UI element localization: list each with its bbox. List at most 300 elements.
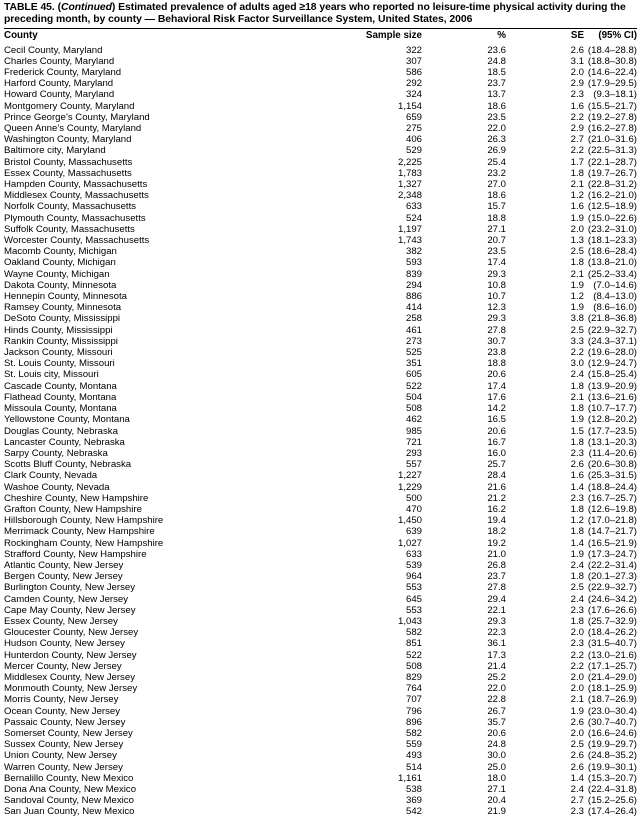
cell-ci: (30.7–40.7): [587, 716, 637, 728]
table-row: [4, 650, 637, 661]
cell-sample-size: 538: [405, 784, 422, 795]
cell-sample-size: 896: [405, 716, 422, 728]
cell-se: 2.6: [570, 716, 584, 728]
cell-county: Prince George’s County, Maryland: [4, 111, 150, 123]
table-row: [4, 762, 637, 773]
cell-se: 2.3: [570, 492, 584, 504]
cell-ci: (18.1–25.9): [587, 683, 637, 695]
table-body: [4, 43, 637, 818]
cell-sample-size: 2,225: [397, 156, 422, 168]
cell-sample-size: 1,227: [397, 470, 422, 482]
cell-county: Bristol County, Massachusetts: [4, 156, 133, 168]
cell-percent: 18.0: [487, 772, 506, 784]
cell-ci: (17.3–24.7): [587, 548, 637, 560]
cell-percent: 19.4: [487, 515, 506, 527]
cell-sample-size: 796: [405, 705, 422, 717]
cell-county: Hunterdon County, New Jersey: [4, 649, 137, 661]
cell-county: Hinds County, Mississippi: [4, 324, 113, 336]
cell-sample-size: 1,743: [397, 235, 422, 247]
cell-se: 1.8: [570, 503, 584, 515]
cell-percent: 28.4: [487, 470, 506, 482]
cell-se: 2.1: [570, 179, 584, 191]
cell-se: 1.9: [570, 302, 584, 314]
cell-county: Essex County, New Jersey: [4, 615, 118, 627]
cell-sample-size: 2,348: [397, 190, 422, 202]
cell-county: Sussex County, New Jersey: [4, 739, 124, 751]
cell-percent: 21.4: [487, 660, 506, 672]
cell-sample-size: 369: [405, 795, 422, 807]
cell-se: 2.0: [570, 683, 584, 695]
cell-ci: (8.4–13.0): [593, 291, 637, 303]
cell-sample-size: 593: [405, 257, 422, 269]
cell-ci: (18.8–24.4): [587, 481, 637, 493]
cell-county: St. Louis city, Missouri: [4, 369, 99, 381]
cell-ci: (16.2–21.0): [587, 190, 637, 202]
cell-percent: 23.5: [487, 111, 506, 123]
cell-percent: 16.7: [487, 436, 506, 448]
cell-percent: 22.8: [487, 694, 506, 706]
cell-ci: (15.5–21.7): [587, 100, 637, 112]
cell-sample-size: 557: [405, 459, 422, 471]
cell-se: 1.8: [570, 526, 584, 538]
cell-sample-size: 351: [405, 358, 422, 370]
cell-sample-size: 645: [405, 593, 422, 605]
cell-ci: (25.2–33.4): [587, 268, 637, 280]
cell-percent: 10.7: [487, 291, 506, 303]
cell-ci: (14.7–21.7): [587, 526, 637, 538]
cell-county: San Juan County, New Mexico: [4, 806, 135, 818]
cell-percent: 29.4: [487, 593, 506, 605]
cell-sample-size: 275: [405, 123, 422, 135]
cell-se: 3.1: [570, 55, 584, 67]
cell-percent: 23.8: [487, 347, 506, 359]
cell-county: Middlesex County, New Jersey: [4, 671, 135, 683]
table-row: [4, 806, 637, 817]
cell-se: 1.7: [570, 156, 584, 168]
cell-percent: 19.2: [487, 537, 506, 549]
cell-county: Lancaster County, Nebraska: [4, 436, 125, 448]
cell-sample-size: 582: [405, 727, 422, 739]
table-row: [4, 515, 637, 526]
cell-ci: (19.7–26.7): [587, 167, 637, 179]
table-row: [4, 78, 637, 89]
cell-percent: 12.3: [487, 302, 506, 314]
cell-ci: (20.1–27.3): [587, 571, 637, 583]
table-row: [4, 549, 637, 560]
table-row: [4, 605, 637, 616]
cell-se: 2.4: [570, 593, 584, 605]
cell-se: 1.8: [570, 615, 584, 627]
table-row: [4, 224, 637, 235]
table-row: [4, 123, 637, 134]
cell-ci: (24.8–35.2): [587, 750, 637, 762]
cell-se: 2.1: [570, 268, 584, 280]
cell-se: 2.6: [570, 761, 584, 773]
cell-ci: (25.3–31.5): [587, 470, 637, 482]
table-header: [4, 29, 637, 43]
cell-se: 2.4: [570, 784, 584, 795]
cell-percent: 21.2: [487, 492, 506, 504]
cell-sample-size: 1,783: [397, 167, 422, 179]
cell-sample-size: 406: [405, 134, 422, 146]
table-row: [4, 280, 637, 291]
cell-county: St. Louis County, Missouri: [4, 358, 115, 370]
cell-county: Merrimack County, New Hampshire: [4, 526, 155, 538]
cell-se: 2.9: [570, 123, 584, 135]
cell-percent: 23.5: [487, 246, 506, 258]
cell-sample-size: 1,043: [397, 615, 422, 627]
cell-county: Bernalillo County, New Mexico: [4, 772, 134, 784]
cell-county: Passaic County, New Jersey: [4, 716, 126, 728]
cell-percent: 26.8: [487, 559, 506, 571]
cell-se: 1.5: [570, 425, 584, 437]
cell-se: 1.9: [570, 212, 584, 224]
table-title-continued: Continued: [61, 2, 112, 13]
cell-se: 2.7: [570, 795, 584, 807]
cell-se: 2.5: [570, 324, 584, 336]
cell-county: Clark County, Nevada: [4, 470, 98, 482]
cell-sample-size: 529: [405, 145, 422, 157]
cell-county: Worcester County, Massachusetts: [4, 235, 150, 247]
cell-ci: (17.7–23.5): [587, 425, 637, 437]
cell-se: 1.8: [570, 257, 584, 269]
cell-percent: 30.0: [487, 750, 506, 762]
cell-sample-size: 539: [405, 559, 422, 571]
cell-ci: (19.9–30.1): [587, 761, 637, 773]
cell-sample-size: 522: [405, 649, 422, 661]
cell-sample-size: 1,197: [397, 223, 422, 235]
cell-county: Frederick County, Maryland: [4, 67, 122, 78]
cell-se: 2.7: [570, 134, 584, 146]
cell-percent: 29.3: [487, 268, 506, 280]
cell-ci: (15.8–25.4): [587, 369, 637, 381]
cell-sample-size: 462: [405, 414, 422, 426]
cell-ci: (18.4–28.8): [587, 44, 637, 56]
table-row: [4, 89, 637, 100]
cell-county: Gloucester County, New Jersey: [4, 627, 139, 639]
cell-se: 2.2: [570, 145, 584, 157]
cell-se: 2.5: [570, 739, 584, 751]
cell-ci: (8.6–16.0): [593, 302, 637, 314]
cell-county: Douglas County, Nebraska: [4, 425, 118, 437]
cell-percent: 17.3: [487, 649, 506, 661]
table-row: [4, 67, 637, 78]
cell-county: Morris County, New Jersey: [4, 694, 119, 706]
column-header-ci: (95% CI): [598, 30, 637, 42]
cell-ci: (17.9–29.5): [587, 78, 637, 90]
table-row: [4, 493, 637, 504]
table-row: [4, 291, 637, 302]
table-row: [4, 101, 637, 112]
column-header-se: SE: [570, 30, 584, 42]
cell-percent: 21.9: [487, 806, 506, 818]
table-row: [4, 594, 637, 605]
cell-ci: (25.7–32.9): [587, 615, 637, 627]
cell-percent: 22.1: [487, 604, 506, 616]
cell-se: 1.2: [570, 291, 584, 303]
cell-se: 2.0: [570, 671, 584, 683]
table-row: [4, 638, 637, 649]
table-row: [4, 302, 637, 313]
cell-county: Ocean County, New Jersey: [4, 705, 121, 717]
cell-percent: 23.7: [487, 78, 506, 90]
cell-county: Hennepin County, Minnesota: [4, 291, 128, 303]
cell-ci: (21.0–31.6): [587, 134, 637, 146]
cell-county: Charles County, Maryland: [4, 55, 115, 67]
cell-sample-size: 307: [405, 55, 422, 67]
cell-percent: 25.4: [487, 156, 506, 168]
cell-percent: 22.3: [487, 627, 506, 639]
cell-ci: (24.3–37.1): [587, 335, 637, 347]
cell-ci: (22.9–32.7): [587, 324, 637, 336]
cell-se: 1.2: [570, 515, 584, 527]
cell-se: 1.8: [570, 380, 584, 392]
table-row: [4, 43, 637, 56]
cell-county: Camden County, New Jersey: [4, 593, 129, 605]
cell-sample-size: 1,027: [397, 537, 422, 549]
table-row: [4, 134, 637, 145]
table-row: [4, 795, 637, 806]
cell-sample-size: 985: [405, 425, 422, 437]
table-title-prefix: TABLE 45. (: [4, 2, 61, 13]
cell-sample-size: 764: [405, 683, 422, 695]
cell-ci: (31.5–40.7): [587, 638, 637, 650]
cell-sample-size: 508: [405, 660, 422, 672]
cell-county: Bergen County, New Jersey: [4, 571, 123, 583]
table-title-suffix: ) Estimated prevalence of adults aged ≥18 years who reported no leisure-time physical activity during the preceding month, by county — Behavioral Risk Factor Surveillance System, United States, 2006: [4, 2, 626, 26]
table-row: [4, 706, 637, 717]
cell-ci: (16.2–27.8): [587, 123, 637, 135]
cell-ci: (24.6–34.2): [587, 593, 637, 605]
cell-se: 1.4: [570, 537, 584, 549]
cell-percent: 26.9: [487, 145, 506, 157]
table-row: [4, 179, 637, 190]
cell-percent: 18.8: [487, 212, 506, 224]
cell-ci: (12.5–18.9): [587, 201, 637, 213]
cell-percent: 35.7: [487, 716, 506, 728]
cell-percent: 24.8: [487, 55, 506, 67]
cell-county: Hillsborough County, New Hampshire: [4, 515, 164, 527]
cell-percent: 30.7: [487, 335, 506, 347]
cell-se: 2.0: [570, 67, 584, 78]
cell-sample-size: 522: [405, 380, 422, 392]
cell-sample-size: 525: [405, 347, 422, 359]
cell-percent: 18.6: [487, 190, 506, 202]
cell-county: Oakland County, Michigan: [4, 257, 116, 269]
cell-se: 2.1: [570, 391, 584, 403]
cell-sample-size: 258: [405, 313, 422, 325]
cell-ci: (23.2–31.0): [587, 223, 637, 235]
cell-percent: 20.7: [487, 235, 506, 247]
cell-ci: (19.9–29.7): [587, 739, 637, 751]
cell-sample-size: 605: [405, 369, 422, 381]
cell-county: Washoe County, Nevada: [4, 481, 110, 493]
cell-percent: 27.0: [487, 179, 506, 191]
cell-se: 2.2: [570, 649, 584, 661]
cell-se: 2.0: [570, 223, 584, 235]
table-row: [4, 526, 637, 537]
cell-sample-size: 633: [405, 201, 422, 213]
cell-ci: (13.8–21.0): [587, 257, 637, 269]
cell-sample-size: 553: [405, 582, 422, 594]
cell-sample-size: 582: [405, 627, 422, 639]
cell-se: 1.6: [570, 470, 584, 482]
cell-se: 1.6: [570, 201, 584, 213]
cell-ci: (22.1–28.7): [587, 156, 637, 168]
cell-ci: (17.1–25.7): [587, 660, 637, 672]
cell-sample-size: 586: [405, 67, 422, 78]
cell-ci: (12.8–20.2): [587, 414, 637, 426]
cell-percent: 29.3: [487, 313, 506, 325]
cell-county: Cheshire County, New Hampshire: [4, 492, 149, 504]
cell-se: 2.3: [570, 638, 584, 650]
table-row: [4, 538, 637, 549]
cell-sample-size: 542: [405, 806, 422, 818]
cell-county: Rockingham County, New Hampshire: [4, 537, 164, 549]
cell-sample-size: 514: [405, 761, 422, 773]
table-row: [4, 459, 637, 470]
cell-county: Baltimore city, Maryland: [4, 145, 106, 157]
cell-sample-size: 504: [405, 391, 422, 403]
cell-county: Harford County, Maryland: [4, 78, 114, 90]
cell-county: Union County, New Jersey: [4, 750, 117, 762]
cell-county: Burlington County, New Jersey: [4, 582, 135, 594]
cell-sample-size: 659: [405, 111, 422, 123]
cell-county: Wayne County, Michigan: [4, 268, 110, 280]
cell-ci: (13.6–21.6): [587, 391, 637, 403]
cell-sample-size: 524: [405, 212, 422, 224]
cell-sample-size: 293: [405, 447, 422, 459]
cell-ci: (22.8–31.2): [587, 179, 637, 191]
cell-se: 1.9: [570, 414, 584, 426]
cell-se: 2.1: [570, 694, 584, 706]
table-row: [4, 246, 637, 257]
cell-percent: 20.6: [487, 727, 506, 739]
cell-ci: (15.0–22.6): [587, 212, 637, 224]
cell-se: 2.3: [570, 447, 584, 459]
cell-se: 1.4: [570, 481, 584, 493]
cell-se: 2.4: [570, 559, 584, 571]
cell-se: 1.8: [570, 436, 584, 448]
cell-ci: (15.3–20.7): [587, 772, 637, 784]
cell-percent: 10.8: [487, 279, 506, 291]
cell-percent: 29.3: [487, 615, 506, 627]
cell-ci: (17.4–26.4): [587, 806, 637, 818]
cell-sample-size: 829: [405, 671, 422, 683]
cell-percent: 25.7: [487, 459, 506, 471]
cell-sample-size: 559: [405, 739, 422, 751]
cell-percent: 24.8: [487, 739, 506, 751]
table-row: [4, 235, 637, 246]
cell-county: Cecil County, Maryland: [4, 44, 103, 56]
cell-ci: (23.0–30.4): [587, 705, 637, 717]
table-row: [4, 504, 637, 515]
cell-se: 2.4: [570, 369, 584, 381]
table-row: [4, 773, 637, 784]
cell-sample-size: 414: [405, 302, 422, 314]
cell-sample-size: 707: [405, 694, 422, 706]
cell-sample-size: 839: [405, 268, 422, 280]
cell-sample-size: 500: [405, 492, 422, 504]
cell-se: 1.9: [570, 705, 584, 717]
cell-se: 2.3: [570, 806, 584, 818]
cell-se: 1.9: [570, 279, 584, 291]
table-row: [4, 448, 637, 459]
column-header-county: County: [4, 30, 38, 42]
cell-se: 2.2: [570, 347, 584, 359]
table-page: [0, 2, 641, 818]
cell-se: 2.9: [570, 78, 584, 90]
cell-ci: (21.4–29.0): [587, 671, 637, 683]
cell-percent: 22.0: [487, 123, 506, 135]
cell-se: 2.5: [570, 246, 584, 258]
cell-ci: (18.1–23.3): [587, 235, 637, 247]
table-row: [4, 683, 637, 694]
cell-se: 1.9: [570, 548, 584, 560]
cell-ci: (12.6–19.8): [587, 503, 637, 515]
cell-percent: 27.8: [487, 324, 506, 336]
cell-sample-size: 553: [405, 604, 422, 616]
cell-percent: 17.4: [487, 380, 506, 392]
cell-county: Warren County, New Jersey: [4, 761, 123, 773]
table-row: [4, 56, 637, 67]
cell-county: Atlantic County, New Jersey: [4, 559, 124, 571]
cell-percent: 36.1: [487, 638, 506, 650]
cell-sample-size: 324: [405, 89, 422, 101]
cell-sample-size: 639: [405, 526, 422, 538]
cell-county: Grafton County, New Hampshire: [4, 503, 142, 515]
table-row: [4, 616, 637, 627]
cell-se: 3.3: [570, 335, 584, 347]
cell-percent: 25.0: [487, 761, 506, 773]
table-row: [4, 201, 637, 212]
cell-percent: 17.4: [487, 257, 506, 269]
cell-county: Somerset County, New Jersey: [4, 727, 133, 739]
cell-percent: 13.7: [487, 89, 506, 101]
cell-ci: (22.4–31.8): [587, 784, 637, 795]
cell-county: Flathead County, Montana: [4, 391, 117, 403]
prevalence-table: [4, 29, 637, 818]
cell-percent: 18.8: [487, 358, 506, 370]
cell-percent: 17.6: [487, 391, 506, 403]
cell-sample-size: 1,161: [397, 772, 422, 784]
cell-percent: 18.6: [487, 100, 506, 112]
table-row: [4, 168, 637, 179]
cell-sample-size: 470: [405, 503, 422, 515]
table-row: [4, 313, 637, 324]
cell-percent: 27.1: [487, 223, 506, 235]
table-row: [4, 269, 637, 280]
cell-percent: 18.2: [487, 526, 506, 538]
cell-percent: 27.1: [487, 784, 506, 795]
cell-sample-size: 633: [405, 548, 422, 560]
cell-se: 2.0: [570, 627, 584, 639]
cell-county: Ramsey County, Minnesota: [4, 302, 122, 314]
cell-se: 1.2: [570, 190, 584, 202]
table-row: [4, 112, 637, 123]
cell-ci: (20.6–30.8): [587, 459, 637, 471]
cell-county: Washington County, Maryland: [4, 134, 132, 146]
table-row: [4, 381, 637, 392]
cell-percent: 25.2: [487, 671, 506, 683]
table-row: [4, 414, 637, 425]
cell-ci: (19.6–28.0): [587, 347, 637, 359]
cell-county: Jackson County, Missouri: [4, 347, 113, 359]
table-row: [4, 426, 637, 437]
cell-county: DeSoto County, Mississippi: [4, 313, 121, 325]
cell-se: 2.0: [570, 727, 584, 739]
cell-se: 1.3: [570, 235, 584, 247]
